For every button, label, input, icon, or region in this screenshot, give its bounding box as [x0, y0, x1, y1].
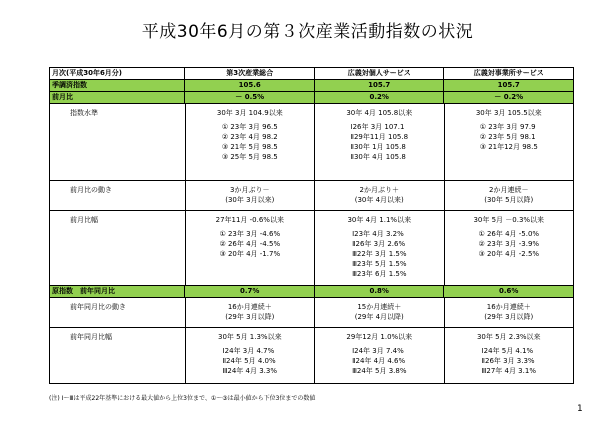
- rank-item: Ⅲ22年 3月 1.5%: [352, 250, 407, 258]
- index-level-personal-head: 30年 4月 105.8以来: [346, 109, 413, 117]
- yoy-width-business-head: 30年 5月 2.3%以来: [476, 333, 541, 341]
- original-yoy-personal: 0.8%: [314, 286, 444, 297]
- mom-personal: 0.2%: [314, 92, 444, 103]
- yoy-width-personal-head: 29年12月 1.0%以来: [346, 333, 413, 341]
- original-yoy-total: 0.7%: [184, 286, 314, 297]
- index-level-total: [185, 104, 314, 180]
- index-level-row: [50, 103, 573, 180]
- trend-text: 2か月ぶり＋: [359, 186, 399, 194]
- mom-width-business: [444, 211, 573, 285]
- header-personal: 広義対個人サービス: [314, 68, 444, 79]
- rank-item: Ⅱ29年11月 105.8: [350, 133, 409, 141]
- rank-item: ③ 21年 5月 98.5: [221, 143, 278, 151]
- mom-width-personal-head: 30年 4月 1.1%以来: [347, 216, 412, 224]
- trend-since: (30年 5月以降): [484, 196, 534, 204]
- rank-item: ② 26年 4月 -4.5%: [219, 240, 281, 248]
- yoy-trend-personal: [314, 298, 443, 327]
- mom-total: － 0.5%: [184, 92, 314, 103]
- mom-width-personal: [314, 211, 443, 285]
- summary-table: [49, 67, 574, 384]
- trend-since: (29年 3月以降): [225, 313, 275, 321]
- sa-index-row: [50, 79, 573, 91]
- rank-item: Ⅰ24年 3月 7.4%: [352, 347, 404, 355]
- rank-item: ③ 20年 4月 -2.5%: [478, 250, 540, 258]
- page-title: 平成30年6月の第３次産業活動指数の状況: [141, 22, 474, 42]
- index-level-total-head: 30年 3月 104.9以来: [216, 109, 283, 117]
- rank-item: Ⅱ24年 4月 4.6%: [352, 357, 406, 365]
- sa-value-total: 105.6: [184, 80, 314, 91]
- trend-since: (30年 4月以来): [354, 196, 404, 204]
- trend-since: (29年 4月以降): [354, 313, 404, 321]
- rank-item: Ⅲ23年 5月 1.5%: [352, 260, 407, 268]
- trend-text: 2か月連続－: [489, 186, 529, 194]
- rank-item: ① 23年 3月 97.9: [479, 123, 536, 131]
- mom-trend-total: [185, 181, 314, 210]
- table-header-row: [50, 68, 573, 79]
- index-level-business-head: 30年 3月 105.5以来: [475, 109, 542, 117]
- yoy-width-row: [50, 327, 573, 383]
- index-level-label: 指数水準: [70, 109, 98, 117]
- rank-item: ③ 20年 4月 -1.7%: [219, 250, 281, 258]
- original-yoy-row: [50, 285, 573, 297]
- sa-label: 季調済指数: [52, 81, 87, 89]
- rank-item: Ⅲ23年 6月 1.5%: [352, 270, 407, 278]
- header-business: 広義対事業所サービス: [443, 68, 573, 79]
- rank-item: Ⅱ26年 3月 2.6%: [352, 240, 406, 248]
- yoy-trend-business: [444, 298, 573, 327]
- rank-item: Ⅱ24年 5月 4.0%: [222, 357, 276, 365]
- rank-item: Ⅲ27年 4月 3.1%: [481, 367, 536, 375]
- rank-item: ① 26年 4月 -5.0%: [478, 230, 540, 238]
- rank-item: Ⅱ30年 1月 105.8: [350, 143, 406, 151]
- sa-value-personal: 105.7: [314, 80, 444, 91]
- original-yoy-label: 原指数 前年同月比: [52, 287, 115, 295]
- rank-item: ② 23年 3月 -3.9%: [478, 240, 540, 248]
- mom-label: 前月比: [52, 93, 73, 101]
- mom-trend-business: [444, 181, 573, 210]
- mom-trend-label: 前月比の動き: [70, 186, 112, 194]
- index-level-personal: [314, 104, 443, 180]
- mom-trend-row: [50, 180, 573, 210]
- rank-item: Ⅰ26年 3月 107.1: [350, 123, 405, 131]
- page-number: 1: [577, 404, 583, 414]
- yoy-width-business: [444, 328, 573, 383]
- trend-since: (30年 3月以来): [225, 196, 275, 204]
- mom-trend-personal: [314, 181, 443, 210]
- mom-row: [50, 91, 573, 103]
- trend-text: 15か月連続＋: [357, 303, 402, 311]
- original-yoy-business: 0.6%: [443, 286, 573, 297]
- trend-since: (29年 3月以降): [484, 313, 534, 321]
- mom-width-label: 前月比幅: [70, 216, 98, 224]
- rank-item: ② 23年 4月 98.2: [221, 133, 278, 141]
- rank-item: Ⅲ24年 5月 3.8%: [352, 367, 407, 375]
- rank-item: Ⅲ24年 4月 3.3%: [222, 367, 277, 375]
- rank-item: Ⅰ24年 5月 4.1%: [481, 347, 534, 355]
- yoy-trend-label: 前年同月比の動き: [70, 303, 126, 311]
- mom-width-total: [185, 211, 314, 285]
- rank-item: Ⅰ23年 4月 3.2%: [352, 230, 404, 238]
- yoy-trend-row: [50, 297, 573, 327]
- trend-text: 16か月連続＋: [486, 303, 531, 311]
- yoy-trend-total: [185, 298, 314, 327]
- sa-value-business: 105.7: [443, 80, 573, 91]
- rank-item: ① 23年 3月 -4.6%: [219, 230, 281, 238]
- trend-text: 3か月ぶり－: [230, 186, 270, 194]
- rank-item: ③ 21年12月 98.5: [479, 143, 538, 151]
- rank-item: Ⅱ30年 4月 105.8: [350, 153, 406, 161]
- rank-item: ① 23年 3月 96.5: [221, 123, 278, 131]
- index-level-business: [444, 104, 573, 180]
- yoy-width-label: 前年同月比幅: [70, 333, 112, 341]
- mom-width-row: [50, 210, 573, 285]
- mom-business: － 0.2%: [443, 92, 573, 103]
- mom-width-total-head: 27年11月 -0.6%以来: [215, 216, 284, 224]
- rank-item: ② 23年 5月 98.1: [479, 133, 536, 141]
- header-period: 月次(平成30年6月分): [52, 69, 123, 77]
- footnote: (注) Ⅰ～Ⅲは平成22年基準における最大値から上位3位まで、①～③は最小値から下位3位までの数値: [49, 395, 316, 402]
- rank-item: Ⅰ24年 3月 4.7%: [222, 347, 275, 355]
- yoy-width-total-head: 30年 5月 1.3%以来: [217, 333, 282, 341]
- yoy-width-personal: [314, 328, 443, 383]
- rank-item: ③ 25年 5月 98.5: [221, 153, 278, 161]
- trend-text: 16か月連続＋: [227, 303, 272, 311]
- mom-width-business-head: 30年 5月 －0.3%以来: [473, 216, 545, 224]
- yoy-width-total: [185, 328, 314, 383]
- header-total: 第3次産業総合: [184, 68, 314, 79]
- rank-item: Ⅱ26年 3月 3.3%: [481, 357, 535, 365]
